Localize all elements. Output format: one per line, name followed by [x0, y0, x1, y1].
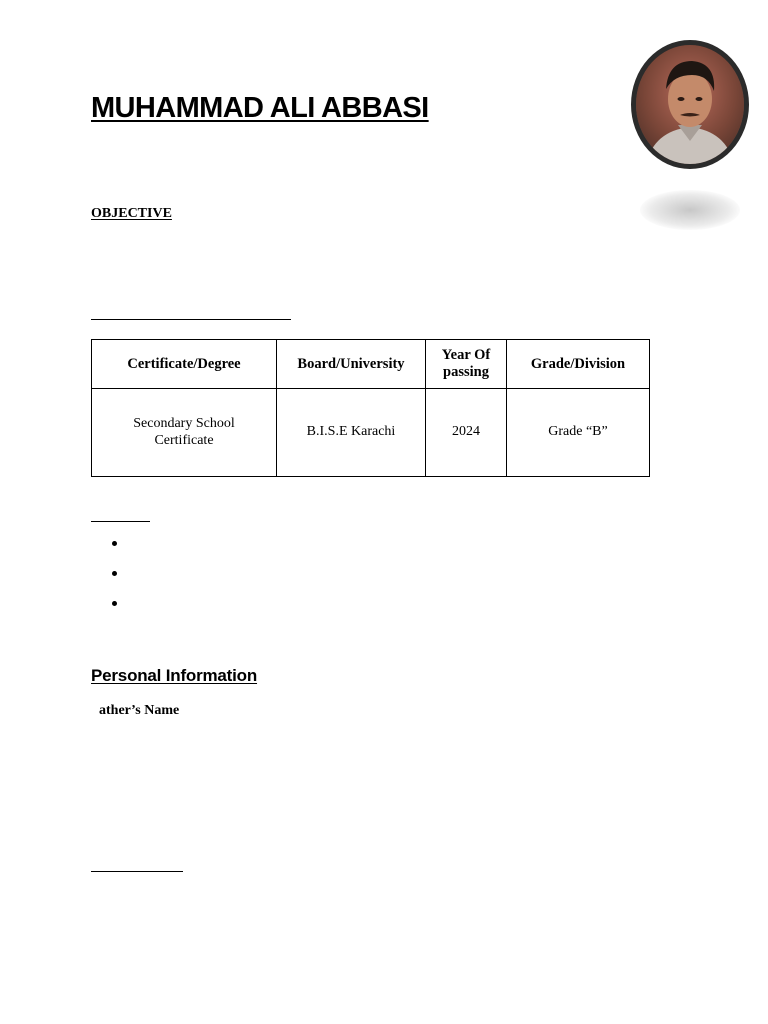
father-name-label: ather’s Name	[99, 703, 180, 718]
table-row	[92, 389, 650, 477]
education-table	[91, 339, 650, 477]
bullet-list	[108, 534, 122, 624]
certificate-text: Secondary School Certificate	[133, 416, 235, 448]
column-header: Certificate/Degree	[92, 340, 277, 389]
grade-cell: Grade “B”	[507, 389, 650, 477]
section-divider	[91, 871, 183, 872]
list-item	[108, 564, 122, 594]
section-divider	[91, 319, 291, 320]
candidate-name: MUHAMMAD ALI ABBASI	[91, 92, 429, 124]
board-cell: B.I.S.E Karachi	[277, 389, 426, 477]
list-item	[108, 534, 122, 564]
objective-heading: OBJECTIVE	[91, 206, 172, 221]
year-cell: 2024	[426, 389, 507, 477]
personal-information-heading: Personal Information	[91, 666, 258, 685]
table-header-row	[92, 340, 650, 389]
profile-photo	[631, 40, 749, 169]
photo-shadow	[640, 190, 740, 230]
person-photo-icon	[636, 45, 744, 164]
column-header: Grade/Division	[507, 340, 650, 389]
list-item	[108, 594, 122, 624]
column-header: Board/University	[277, 340, 426, 389]
section-divider	[91, 521, 150, 522]
column-header: Year Of passing	[426, 340, 507, 389]
certificate-cell	[92, 389, 277, 477]
